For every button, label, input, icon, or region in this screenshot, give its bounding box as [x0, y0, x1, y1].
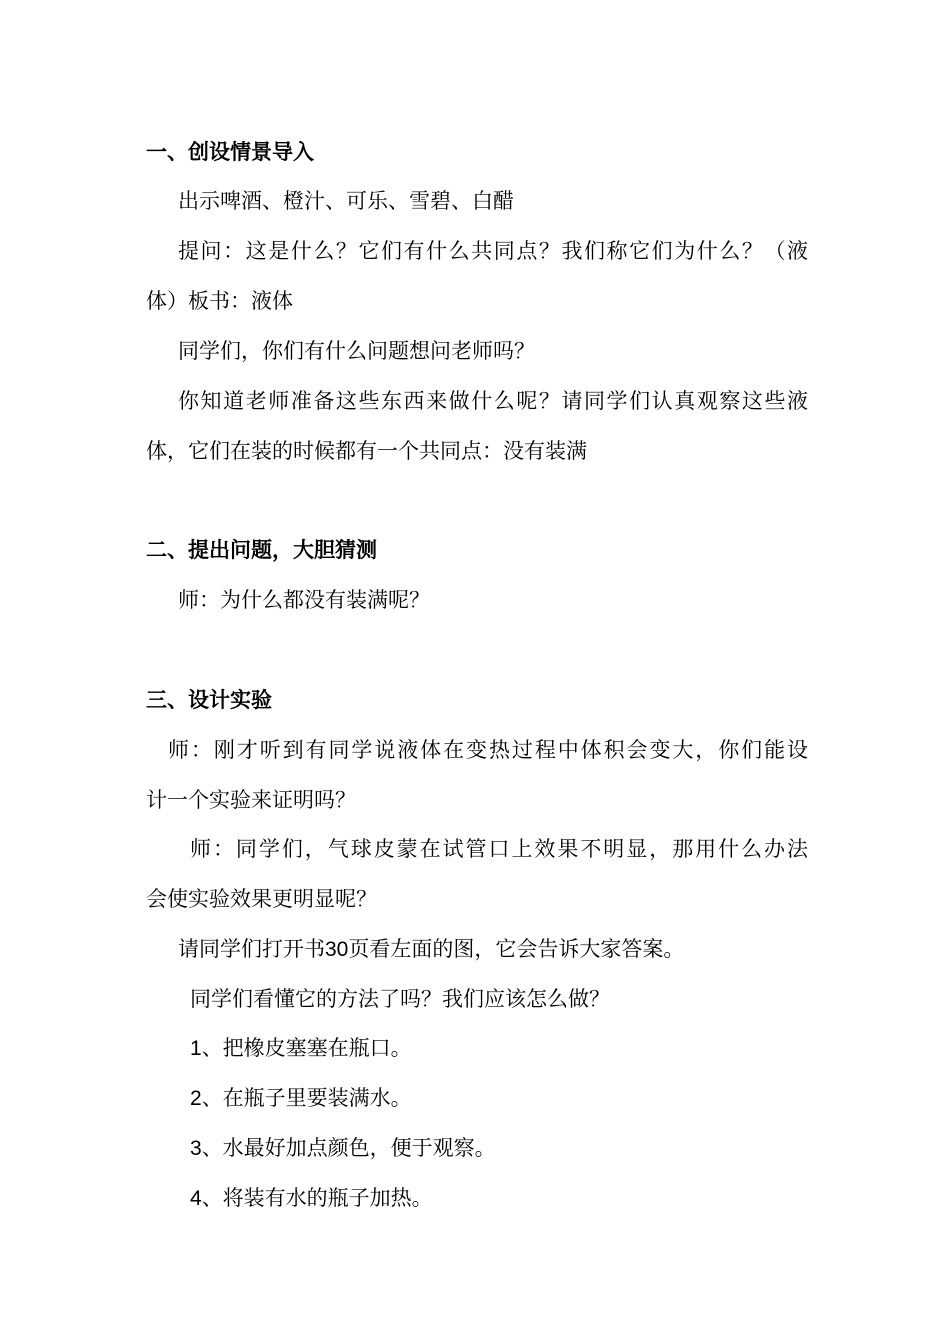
list-item: 3、水最好加点颜色，便于观察。 [190, 1136, 496, 1160]
paragraph: 体）板书：液体 [146, 289, 293, 313]
paragraph: 计一个实验来证明吗？ [146, 788, 356, 812]
paragraph: 会使实验效果更明显呢？ [146, 887, 377, 911]
section-heading-2: 二、提出问题，大胆猜测 [146, 538, 377, 562]
paragraph: 出示啤酒、橙汁、可乐、雪碧、白醋 [178, 189, 514, 213]
paragraph: 你知道老师准备这些东西来做什么呢？请同学们认真观察这些液 [178, 389, 808, 413]
section-heading-3: 三、设计实验 [146, 688, 272, 712]
paragraph: 师：为什么都没有装满呢？ [178, 588, 430, 612]
paragraph: 同学们看懂它的方法了吗？我们应该怎么做？ [190, 987, 610, 1011]
paragraph: 师：同学们，气球皮蒙在试管口上效果不明显，那用什么办法 [190, 837, 808, 861]
list-item: 1、把橡皮塞塞在瓶口。 [190, 1036, 412, 1060]
paragraph: 师：刚才听到有同学说液体在变热过程中体积会变大，你们能设 [168, 738, 808, 762]
list-item: 2、在瓶子里要装满水。 [190, 1086, 412, 1110]
list-item: 4、将装有水的瓶子加热。 [190, 1186, 433, 1210]
paragraph: 请同学们打开书30页看左面的图，它会告诉大家答案。 [178, 937, 685, 961]
section-heading-1: 一、创设情景导入 [146, 140, 314, 164]
paragraph: 同学们，你们有什么问题想问老师吗？ [178, 339, 535, 363]
paragraph: 提问：这是什么？它们有什么共同点？我们称它们为什么？（液 [178, 239, 808, 263]
paragraph: 体，它们在装的时候都有一个共同点：没有装满 [146, 439, 587, 463]
